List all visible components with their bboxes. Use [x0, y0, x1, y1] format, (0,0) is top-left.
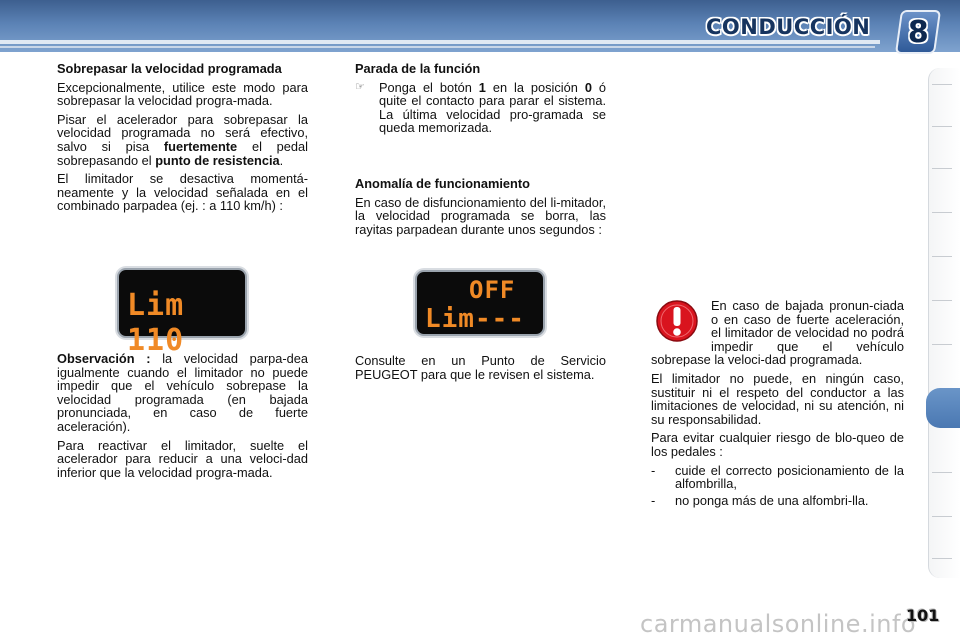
chapter-tab-active[interactable] [926, 388, 960, 428]
header-stripe-thin [0, 46, 875, 48]
chapter-number: 8 [907, 14, 929, 50]
section-heading: Anomalía de funcionamiento [355, 176, 530, 191]
section-stop-function [355, 62, 606, 135]
display-text: Lim 110 [127, 288, 185, 358]
list-item-text [379, 81, 606, 135]
tab-divider [932, 168, 952, 169]
list-dash: - [651, 492, 656, 508]
list-item [355, 81, 606, 135]
list-item [651, 464, 904, 491]
section-exceed-speed [57, 62, 308, 218]
display-text-top: OFF [469, 276, 516, 304]
paragraph: Para reactivar el limitador, suelte el acelerador para reducir a una veloci-dad inferior que la velocidad progra-mada. [57, 437, 308, 480]
text-run: la velocidad parpa-dea igualmente cuando el limitador no puede impedir que el vehículo sobrepase la velocidad programada (en bajada pronunciada, en caso de fuerte aceleración). [57, 351, 308, 434]
tab-divider [932, 126, 952, 127]
warning-text: En caso de bajada pronun-ciada o en caso de fuerte aceleración, el limitador de velocidad no podrá impedir que el vehículo sobrepase la veloci-dad programada. [651, 298, 904, 368]
tab-divider [932, 516, 952, 517]
warning-icon [655, 299, 699, 343]
emphasis: punto de resistencia [155, 152, 280, 168]
section-heading: Parada de la función [355, 61, 481, 76]
paragraph: El limitador no puede, en ningún caso, sustituir ni el respeto del conductor a las limitaciones de velocidad, ni su atención, ni su responsabilidad. [651, 370, 904, 427]
list-item-text: no ponga más de una alfombri-lla. [675, 492, 869, 508]
section-warning [651, 299, 904, 507]
emphasis: 0 [584, 79, 592, 95]
paragraph: Para evitar cualquier riesgo de blo-queo de los pedales : [651, 430, 904, 459]
display-text-bottom: Lim--- [425, 304, 525, 334]
tab-divider [932, 558, 952, 559]
page-number: 101 [906, 606, 940, 625]
list-dash: - [651, 462, 656, 478]
section-service [355, 354, 606, 386]
text-run: ó quite el contacto para parar el sistema. La última velocidad pro-gramada se queda memorizada. [379, 79, 606, 136]
paragraph: En caso de disfuncionamiento del li-mitador, la velocidad programada se borra, las rayitas parpadean durante unos segundos : [355, 194, 606, 237]
paragraph [57, 352, 308, 434]
emphasis: fuertemente [163, 138, 238, 154]
tab-divider [932, 256, 952, 257]
text-run: . [279, 152, 284, 168]
display-limit-110 [117, 268, 247, 358]
watermark: carmanualsonline.info [640, 610, 917, 638]
list-item-text: cuide el correcto posicionamiento de la alfombrilla, [675, 462, 904, 492]
observation-label: Observación : [57, 351, 151, 366]
paragraph: Consulte en un Punto de Servicio PEUGEOT para que le revisen el sistema. [355, 353, 606, 382]
text-run: Pisar el acelerador para sobrepasar la velocidad programada no será efectivo, salvo si pisa [57, 111, 308, 154]
tab-divider [932, 84, 952, 85]
section-heading: Sobrepasar la velocidad programada [57, 61, 282, 76]
pointing-hand-icon: ☞ [355, 80, 365, 93]
list-item [651, 494, 904, 508]
chapter-badge [895, 10, 941, 54]
paragraph: El limitador se desactiva momentá-neamente y la velocidad señalada en el combinado parpadea (ej. : a 110 km/h) : [57, 171, 308, 214]
display-off-dashes [415, 270, 545, 336]
chapter-title: CONDUCCIÓN [706, 15, 871, 39]
header-stripe [0, 40, 880, 44]
chapter-tab-strip [928, 68, 960, 578]
tab-divider [932, 344, 952, 345]
tab-divider [932, 212, 952, 213]
text-run: Ponga el botón [379, 79, 479, 95]
emphasis: 1 [478, 79, 486, 95]
text-run: en la posición [485, 79, 585, 95]
tab-divider [932, 472, 952, 473]
section-observation [57, 352, 308, 484]
paragraph [57, 113, 308, 167]
tab-divider [932, 300, 952, 301]
section-malfunction [355, 177, 606, 241]
text-run: el pedal sobrepasando el [57, 138, 308, 168]
paragraph: Excepcionalmente, utilice este modo para sobrepasar la velocidad progra-mada. [57, 79, 308, 109]
